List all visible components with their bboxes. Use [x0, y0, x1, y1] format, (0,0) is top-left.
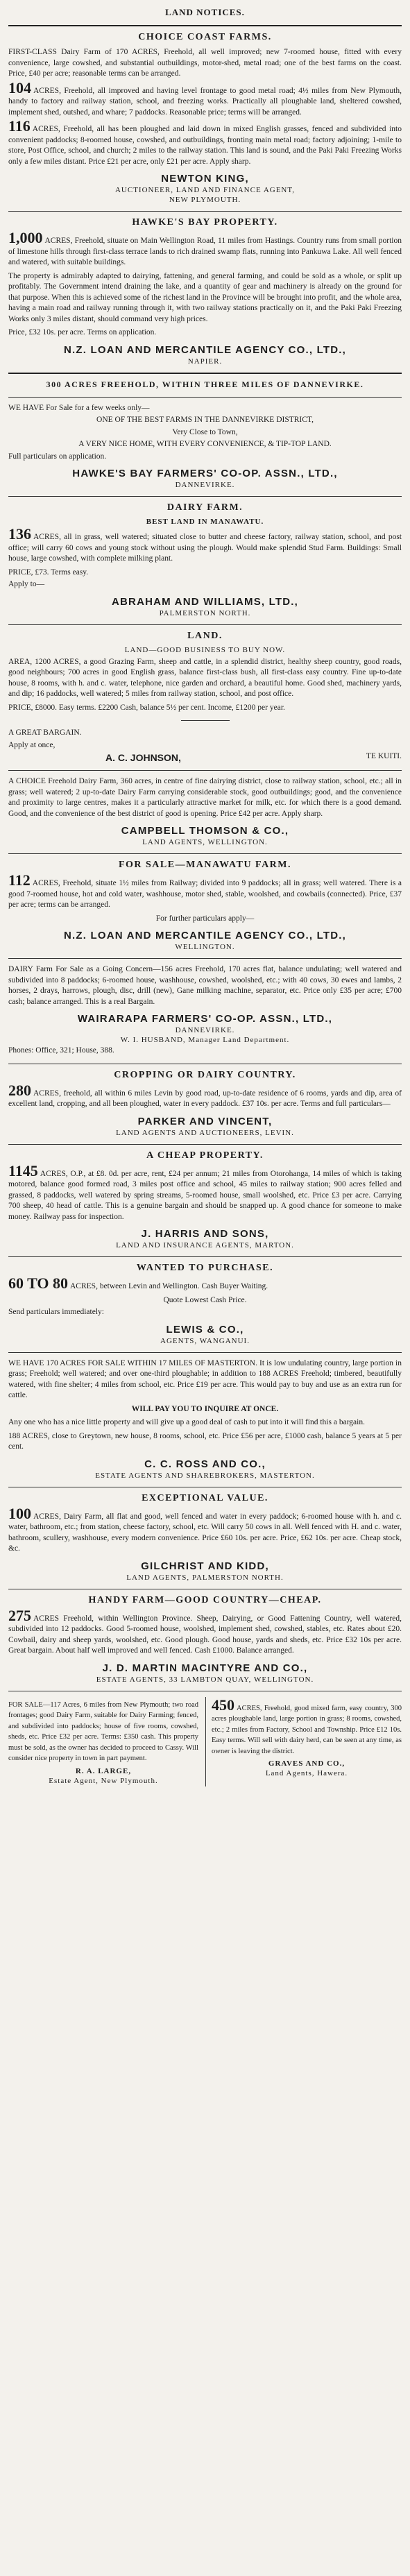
- ad-line: Quote Lowest Cash Price.: [163, 1295, 247, 1304]
- divider: [8, 853, 402, 854]
- ad-text: ACRES, Dairy Farm, all flat and good, well fenced and water in every paddock; 6-roomed house with h. and c. water, bathroom, etc.; from station, cheese factory, school, etc. Will carry 50 cows in all. Well fenced with H. and c. water, bathroom, scullery, washhouse, every modern convenience. Price £60 10s. per acre. Price, £62 10s. per acre. Cheap stock, &c.: [8, 1512, 402, 1553]
- acreage: 100: [8, 1504, 31, 1522]
- divider: [8, 397, 402, 398]
- acreage: 116: [8, 117, 31, 135]
- ad-text: ACRES, all in grass, well watered; situated close to butter and cheese factory, railway station, school, and post office; will carry 60 cows and young stock without using the plough. Would make splendid Stud Farm. Buildings: Small house, large cowshed, with complete milking plant.: [8, 533, 402, 563]
- agent-place: DANNEVIRKE.: [175, 1026, 235, 1034]
- agent-subtitle: AUCTIONEER, LAND AND FINANCE AGENT,: [114, 186, 296, 194]
- ad-choice-coast-farms: [8, 32, 402, 204]
- divider: [8, 958, 402, 959]
- ad-paragraph: Any one who has a nice little property and will give up a good deal of cash to put into it will find this a bargain.: [8, 1418, 365, 1426]
- ad-wanted: [8, 1263, 402, 1345]
- ad-line: For further particulars apply—: [155, 914, 255, 923]
- agent-name: N.Z. LOAN AND MERCANTILE AGENCY CO., LTD.,: [63, 930, 347, 941]
- divider: [8, 496, 402, 497]
- ad-text: ACRES, O.P., at £8. 0d. per acre, rent, £24 per annum; 21 miles from Otorohanga, 14 miles of which is taking motored, balance good formed road, 3 miles post office and school, 45 miles to railway station; 900 acres felled and grassed, 8 paddocks, well watered by spring streams, 5-roomed house, small woolshed, etc. Price £3 per acre. Carrying 700 sheep, 40 head of cattle. This is a genuine bargain and should be snapped up. A good chance for someone to make money. Railway pass for inspection.: [8, 1169, 402, 1221]
- ad-paragraph: [8, 117, 402, 167]
- ad-dannevirke: [8, 379, 402, 490]
- ad-paragraph: [8, 1606, 402, 1657]
- ad-wellington: [8, 1595, 402, 1684]
- agent-name: ABRAHAM AND WILLIAMS, LTD.,: [111, 595, 299, 608]
- ad-masterton: [8, 1358, 402, 1480]
- price-line: Price, £32 10s. per acre. Terms on application.: [8, 328, 157, 336]
- agent-name: C. C. ROSS AND CO.,: [144, 1458, 266, 1470]
- ad-title: DAIRY FARM.: [166, 502, 244, 513]
- divider: [8, 770, 402, 771]
- agent-name: PARKER AND VINCENT,: [137, 1115, 273, 1127]
- agent-name: A. C. JOHNSON,: [105, 752, 181, 763]
- agent-place: LAND AGENTS AND AUCTIONEERS, LEVIN.: [116, 1128, 294, 1137]
- ad-paragraph: FIRST-CLASS Dairy Farm of 170 ACRES, Freehold, all well improved; new 7-roomed house, fitted with every convenience, large cowshed, and substantial outbuildings, motor-shed, metal road; one of the best farms on the coast. Price, £40 per acre; reasonable terms can be arranged.: [8, 48, 402, 78]
- ad-hawkes-bay: [8, 217, 402, 366]
- agent-name: R. A. LARGE,: [75, 1766, 132, 1775]
- ad-paragraph: WE HAVE 170 ACRES FOR SALE WITHIN 17 MILES OF MASTERTON. It is low undulating country, large portion in grass; Freehold; well watered; and over one-third ploughable; in addition to 188 ACRES Freehold; timbered, beautifully watered, with fine shelter; 4 miles from school, etc. Price £19 per acre. This would pay to buy and use as an extra run for cattle.: [8, 1358, 402, 1399]
- phones-line: Phones: Office, 321; House, 388.: [8, 1046, 114, 1055]
- agent-name: N.Z. LOAN AND MERCANTILE AGENCY CO., LTD.,: [63, 343, 347, 356]
- price-line: PRICE, £73. Terms easy.: [8, 568, 89, 577]
- ad-line: WILL PAY YOU TO INQUIRE AT ONCE.: [131, 1404, 279, 1413]
- ad-paragraph: [8, 525, 402, 565]
- agent-place: NAPIER.: [187, 357, 223, 366]
- ad-title: EXCEPTIONAL VALUE.: [142, 1492, 268, 1503]
- ad-text: ACRES, between Levin and Wellington. Cash Buyer Waiting.: [70, 1282, 268, 1290]
- agent-place: ESTATE AGENTS AND SHAREBROKERS, MASTERTON.: [95, 1471, 315, 1480]
- ad-line: A VERY NICE HOME, WITH EVERY CONVENIENCE, & TIP-TOP LAND.: [78, 440, 332, 448]
- agent-place: PALMERSTON NORTH.: [159, 608, 251, 617]
- acreage: 112: [8, 871, 31, 889]
- agent-name: CAMPBELL THOMSON & CO.,: [121, 825, 289, 837]
- agent-name: J. D. MARTIN MACINTYRE AND CO.,: [102, 1662, 308, 1674]
- ad-text: ACRES, Freehold, all has been ploughed and laid down in mixed English grasses, fenced and subdivided into convenient paddocks; 8-roomed house, cowshed, and outbuildings, fronting main metal road; factory adjoining; 1-mile to store, Post Office, school, and church; 2 miles to the railway station. This land is sound, and the Paki Paki Freezing Works only a few miles distant. Price £21 per acre, only £21 per acre. Apply sharp.: [8, 125, 402, 166]
- ad-paragraph: A CHOICE Freehold Dairy Farm, 360 acres, in centre of fine dairying district, close to railway station, school, etc.; all in grass; well watered; 2 up-to-date Dairy Farm carrying considerable stock, good outbuildings; good, and the convenience and proximity to large centres, makes it a particularly attractive market for milk, etc. for which there is a good demand. Good, and the convenience of the best district of good is opening. Price £42 per acre. Apply sharp.: [8, 777, 402, 818]
- ad-marton: [8, 1150, 402, 1250]
- ad-choice-dairy: [8, 776, 402, 846]
- divider: [8, 1256, 402, 1257]
- ad-paragraph: [8, 871, 402, 911]
- agent-place: Land Agents, Hawera.: [265, 1769, 348, 1777]
- ad-title: HAWKE'S BAY PROPERTY.: [132, 217, 278, 228]
- ad-line: A GREAT BARGAIN.: [8, 728, 82, 737]
- ad-text: ACRES, Freehold, all improved and having level frontage to good metal road; 4½ miles from New Plymouth, handy to factory and railway station, school, and freezing works. Practically all ploughable land, sheltered cowshed, implement shed, outshed, and whare; 7 paddocks. Reasonable price; terms will be arranged.: [8, 86, 402, 117]
- agent-name: LEWIS & CO.,: [166, 1323, 244, 1336]
- ad-paragraph: [8, 1504, 402, 1555]
- ad-paragraph: The property is admirably adapted to dairying, fattening, and general farming, and could be sold as a whole, or split up profitably. The Government intend draining the lake, and a quantity of gear and machinery is already on the ground for that purpose. When this is achieved some of the richest land in the Province will be brought into profit, and the whole area, having a main road and railway running through it, with two railway stations practically on it, and the Paki Paki Freezing Works only 3 miles distant, should command very high prices.: [8, 271, 402, 323]
- ad-paragraph: [8, 1081, 402, 1110]
- divider: [8, 25, 402, 26]
- apply-line: Apply at once,: [8, 740, 55, 749]
- agent-manager: W. I. HUSBAND, Manager Land Department.: [120, 1036, 290, 1044]
- agent-place: TE KUITI.: [366, 752, 402, 760]
- price-line: PRICE, £8000. Easy terms. £2200 Cash, balance 5½ per cent. Income, £1200 per year.: [8, 703, 285, 712]
- acreage: 1145: [8, 1161, 38, 1179]
- agent-row: [8, 752, 402, 763]
- acreage: 104: [8, 78, 31, 96]
- ad-manawatu-sale: [8, 860, 402, 951]
- ad-line: Full particulars on application.: [8, 452, 107, 461]
- ad-levin: [8, 1070, 402, 1137]
- ad-text: ACRES, freehold, all within 6 miles Levin by good road, up-to-date residence of 6 rooms, yards and dip, area of excellent land, cropping, and all been ploughed, water in every paddock. £37 10s. per acre. Terms and full particulars—: [8, 1089, 402, 1108]
- ad-manawatu-dairy: [8, 502, 402, 617]
- ad-hawera: [205, 1697, 402, 1786]
- ad-title: 300 ACRES FREEHOLD, WITHIN THREE MILES OF DANNEVIRKE.: [46, 379, 364, 389]
- ad-subtitle: LAND—GOOD BUSINESS TO BUY NOW.: [124, 645, 286, 654]
- agent-place: WELLINGTON.: [175, 943, 235, 951]
- ad-title: HANDY FARM—GOOD COUNTRY—CHEAP.: [88, 1594, 322, 1605]
- divider: [8, 373, 402, 374]
- ad-text: ACRES Freehold, within Wellington Province. Sheep, Dairying, or Good Fattening Country, well watered, subdivided into 12 paddocks. Good 5-roomed house, woolshed, implement shed, cowshed, stables, etc. Rates about £20. Cowbail, dairy and sheep yards, woolshed, etc. Good plough. Good house, yards and sheds, etc. Price £32 10s per acre. Great bargain. About half well improved and well fenced. Cash £1000. Balance arranged.: [8, 1614, 402, 1655]
- ad-paragraph: AREA, 1200 ACRES, a good Grazing Farm, sheep and cattle, in a splendid district, healthy sheep country, good roads, good neighbours; 700 acres in good English grass, balance first-class bush, all first-class easy country. Fine up-to-date house, 8 rooms, with h. and c. water, telephone, nice garden and orchard, a beautiful home. Good shed, machinery yards, and dip; 16 paddocks, well watered; 5 miles from railway station, school, and post office.: [8, 657, 402, 698]
- agent-name: J. HARRIS AND SONS,: [141, 1228, 269, 1240]
- agent-place: LAND AND INSURANCE AGENTS, MARTON.: [116, 1241, 294, 1249]
- ad-te-kuiti: [8, 631, 402, 764]
- ad-line: Send particulars immediately:: [8, 1308, 104, 1316]
- divider: [8, 1144, 402, 1145]
- acreage: 136: [8, 525, 31, 543]
- ad-line: WE HAVE For Sale for a few weeks only—: [8, 403, 150, 412]
- agent-name: NEWTON KING,: [161, 173, 249, 185]
- divider: [8, 1352, 402, 1353]
- agent-place: NEW PLYMOUTH.: [169, 196, 241, 204]
- ad-title: LAND.: [187, 630, 223, 641]
- section-header: LAND NOTICES.: [165, 7, 245, 17]
- ad-paragraph: [212, 1696, 402, 1757]
- ad-text: ACRES, Freehold, situate on Main Wellington Road, 11 miles from Hastings. Country runs from small portion of limestone hills through first-class terrace lands to rich drained swamp flats, running into Pankuwa Lake. All well fenced and watered, with suitable buildings.: [8, 237, 402, 266]
- ad-paragraph: [8, 229, 402, 268]
- ad-title: CROPPING OR DAIRY COUNTRY.: [114, 1069, 296, 1080]
- acreage: 60 TO 80: [8, 1274, 68, 1292]
- agent-place: Estate Agent, New Plymouth.: [49, 1776, 158, 1785]
- agent-place: ESTATE AGENTS, 33 LAMBTON QUAY, WELLINGTON.: [96, 1675, 314, 1684]
- ad-line: Very Close to Town,: [172, 427, 238, 436]
- agent-name: GILCHRIST AND KIDD,: [141, 1560, 269, 1572]
- ad-text: ACRES, Freehold, situate 1½ miles from Railway; divided into 9 paddocks; all in grass; well watered. There is a good 7-roomed house, hot and cold water, washhouse, motor shed, stable, woolshed, and cowbails (connected). Price, £37 per acre; terms can be arranged.: [8, 879, 402, 909]
- ad-text: ACRES, Freehold, good mixed farm, easy country, 300 acres ploughable land, large portion in grass; 8 rooms, cowshed, etc.; 2 miles from Factory, School and Township. Price £12 10s. Easy terms. Will sell with dairy herd, can be seen at any time, as owner is leaving the district.: [212, 1704, 402, 1755]
- acreage: 275: [8, 1606, 31, 1624]
- ad-paragraph: FOR SALE—117 Acres, 6 miles from New Plymouth; two road frontages; good Dairy Farm, suitable for Dairy Farming; fenced, and subdivided into paddocks; house of five rooms, cowshed, sheds, etc. Price £32 per acre. Terms: £350 cash. This property must be sold, as the owner has decided to proceed to Cassy. Will consider nice property in town in part payment.: [8, 1700, 198, 1762]
- ad-paragraph: [8, 1274, 402, 1293]
- ad-palmerston: [8, 1493, 402, 1582]
- ad-line: ONE OF THE BEST FARMS IN THE DANNEVIRKE DISTRICT,: [96, 416, 314, 424]
- ad-title: FOR SALE—MANAWATU FARM.: [118, 860, 292, 870]
- ad-wairarapa: [8, 964, 402, 1057]
- agent-place: LAND AGENTS, WELLINGTON.: [142, 838, 268, 846]
- ad-paragraph: [8, 1161, 402, 1223]
- agent-name: WAIRARAPA FARMERS' CO-OP. ASSN., LTD.,: [77, 1013, 333, 1025]
- divider: [8, 624, 402, 625]
- ad-title: WANTED TO PURCHASE.: [136, 1263, 274, 1273]
- ad-title: A CHEAP PROPERTY.: [146, 1150, 264, 1161]
- divider: [8, 211, 402, 212]
- ad-paragraph: [8, 78, 402, 119]
- apply-line: Apply to—: [8, 580, 45, 588]
- acreage: 450: [212, 1696, 234, 1714]
- ad-title: CHOICE COAST FARMS.: [138, 32, 272, 42]
- agent-place: DANNEVIRKE.: [175, 481, 235, 489]
- divider: [181, 720, 230, 721]
- agent-place: AGENTS, WANGANUI.: [160, 1336, 250, 1345]
- agent-place: LAND AGENTS, PALMERSTON NORTH.: [126, 1573, 284, 1582]
- acreage: 1,000: [8, 229, 43, 246]
- agent-name: HAWKE'S BAY FARMERS' CO-OP. ASSN., LTD.,: [72, 468, 338, 479]
- ad-paragraph: 188 ACRES, close to Greytown, new house, 8 rooms, school, etc. Price £56 per acre, £1000 cash, balance 5 years at 5 per cent.: [8, 1431, 402, 1451]
- agent-name: GRAVES AND CO.,: [268, 1759, 345, 1768]
- ad-subtitle: BEST LAND IN MANAWATU.: [146, 518, 264, 526]
- bottom-ads: [8, 1697, 402, 1786]
- ad-new-plymouth: [8, 1697, 198, 1786]
- ad-paragraph: DAIRY Farm For Sale as a Going Concern—156 acres Freehold, 170 acres flat, balance undulating; well watered and subdivided into 8 paddocks; 6-roomed house, washhouse, cowshed, woolshed, etc.; with 40 cows, 30 ewes and lambs, 2 horses, 2 drays, harrows, plough, disc, drill (new), Gane milking machine, separator, etc. Price only £35 per acre; £700 cash; balance arranged. This is a real Bargain.: [8, 965, 402, 1006]
- acreage: 280: [8, 1081, 31, 1099]
